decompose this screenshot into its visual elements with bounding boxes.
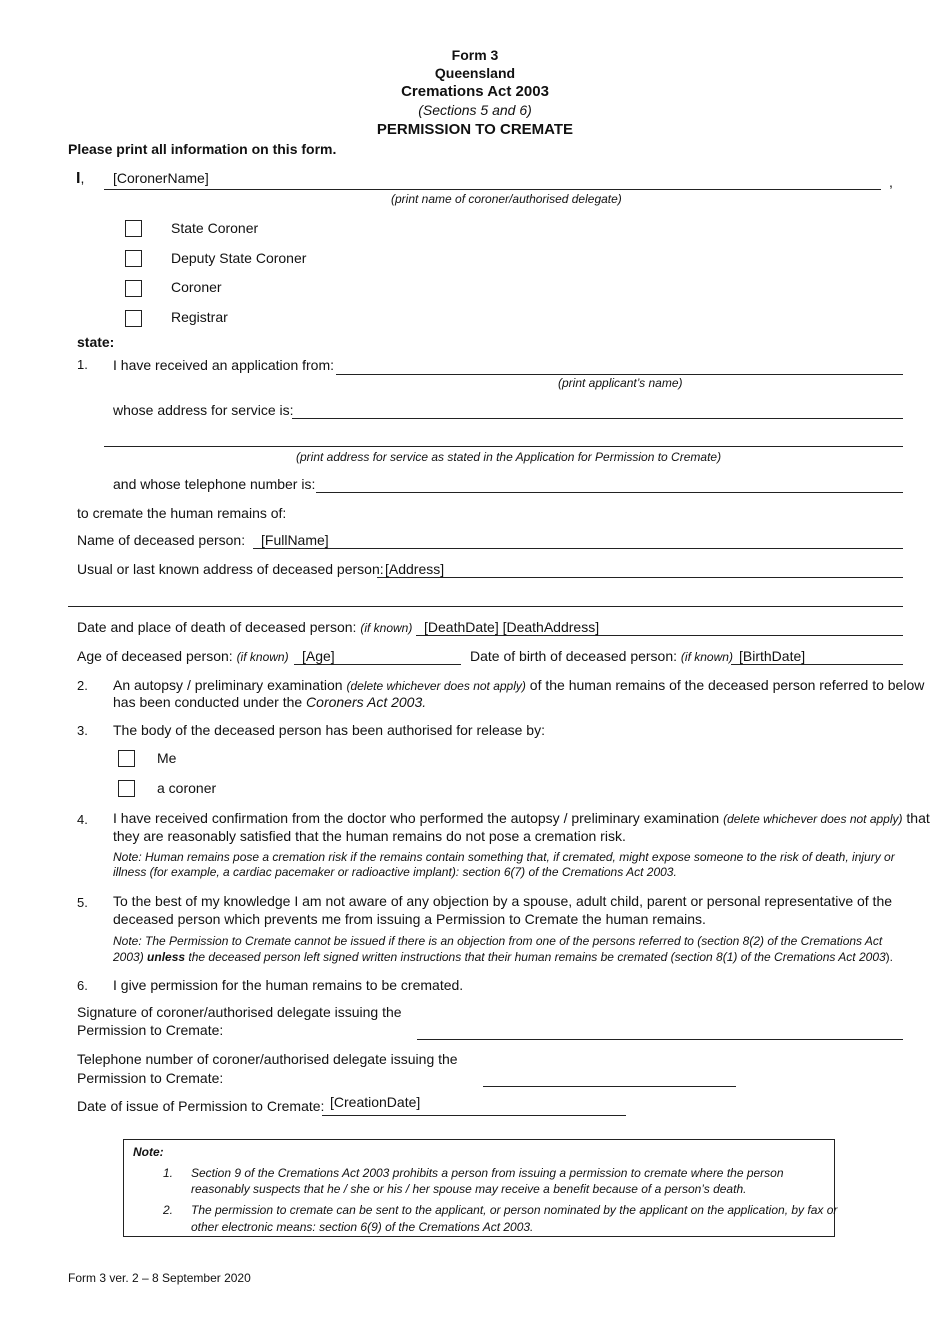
i-label: I, <box>76 170 85 187</box>
coroner-name-field[interactable]: [CoronerName] <box>113 170 209 186</box>
coroner-label: Coroner <box>171 279 222 295</box>
applicant-name-field[interactable] <box>336 374 903 375</box>
note-item1-line1: Section 9 of the Cremations Act 2003 prohibits a person from issuing a permission to cremate where the person <box>191 1166 784 1180</box>
death-field[interactable]: [DeathDate] [DeathAddress] <box>424 619 600 635</box>
address-service-hint: (print address for service as stated in the Application for Permission to Cremate) <box>296 450 722 464</box>
state-name: Queensland <box>434 65 516 81</box>
coroner-name-hint: (print name of coroner/authorised delegate) <box>391 192 622 206</box>
footer-version: Form 3 ver. 2 – 8 September 2020 <box>68 1271 251 1285</box>
delegate-phone-label-line2: Permission to Cremate: <box>77 1070 224 1086</box>
item4-note-line2: illness (for example, a cardiac pacemaker or radioactive implant): section 6(7) of the Cremations Act 2003. <box>113 865 677 879</box>
age-line <box>294 664 461 665</box>
deceased-address-field[interactable]: [Address] <box>385 561 445 577</box>
coroner-checkbox[interactable] <box>125 280 142 297</box>
address-service-label: whose address for service is: <box>113 402 294 418</box>
death-label: Date and place of death of deceased person: (if known) <box>77 619 413 635</box>
note-item1-number: 1. <box>163 1166 174 1180</box>
state-label: state: <box>77 334 115 350</box>
item4-line2: they are reasonably satisfied that the human remains do not pose a cremation risk. <box>113 828 626 844</box>
item6-text: I give permission for the human remains to be cremated. <box>113 977 464 993</box>
item3-text: The body of the deceased person has been authorised for release by: <box>113 722 545 738</box>
item4-number: 4. <box>77 812 88 827</box>
item5-note-line1: Note: The Permission to Cremate cannot be issued if there is an objection from one of the persons referred to (section 8(2) of the Cremations Act <box>113 934 883 948</box>
address-service-field-line2[interactable] <box>104 446 903 447</box>
age-field[interactable]: [Age] <box>302 648 335 664</box>
dob-line <box>731 664 903 665</box>
dob-label: Date of birth of deceased person: (if known) <box>470 648 733 664</box>
item4-line1: I have received confirmation from the doctor who performed the autopsy / preliminary examination (delete whichever does not apply) that <box>113 810 930 826</box>
note-item2-number: 2. <box>163 1203 174 1217</box>
phone-field[interactable] <box>316 492 903 493</box>
release-me-label: Me <box>157 750 177 766</box>
issue-date-line <box>322 1115 626 1116</box>
deputy-state-coroner-checkbox[interactable] <box>125 250 142 267</box>
note-item2-line1: The permission to cremate can be sent to the applicant, or person nominated by the applicant on the application, by fax or <box>191 1203 838 1217</box>
signature-label-line1: Signature of coroner/authorised delegate issuing the <box>77 1004 402 1020</box>
issue-date-label: Date of issue of Permission to Cremate: <box>77 1098 325 1114</box>
item1-label: I have received an application from: <box>113 357 335 373</box>
registrar-label: Registrar <box>171 309 228 325</box>
item4-note-line1: Note: Human remains pose a cremation risk if the remains contain something that, if cremated, might expose someone to the risk of death, injury or <box>113 850 895 864</box>
sections-ref: (Sections 5 and 6) <box>418 102 532 118</box>
deceased-name-label: Name of deceased person: <box>77 532 246 548</box>
item5-line1: To the best of my knowledge I am not aware of any objection by a spouse, adult child, parent or personal representative of the <box>113 893 893 909</box>
item5-note-line2: 2003) unless the deceased person left signed written instructions that their human remains be cremated (section 8(1) of the Cremations Act 2003). <box>113 950 894 964</box>
dob-field[interactable]: [BirthDate] <box>739 648 806 664</box>
death-line <box>416 635 903 636</box>
signature-label-line2: Permission to Cremate: <box>77 1022 224 1038</box>
issue-date-field[interactable]: [CreationDate] <box>330 1094 421 1110</box>
signature-field[interactable] <box>417 1039 903 1040</box>
delegate-phone-label-line1: Telephone number of coroner/authorised delegate issuing the <box>77 1051 458 1067</box>
deceased-address-line <box>377 577 903 578</box>
deceased-address-line2[interactable] <box>68 606 903 607</box>
state-coroner-label: State Coroner <box>171 220 259 236</box>
item6-number: 6. <box>77 978 88 993</box>
act-name: Cremations Act 2003 <box>401 83 549 100</box>
page-title: PERMISSION TO CREMATE <box>376 121 574 138</box>
item2-number: 2. <box>77 678 88 693</box>
note-item2-line2: other electronic means: section 6(9) of the Cremations Act 2003. <box>191 1220 534 1234</box>
instruction-text: Please print all information on this form. <box>68 141 337 157</box>
address-service-field[interactable] <box>292 418 903 419</box>
trailing-comma: , <box>889 174 893 190</box>
phone-label: and whose telephone number is: <box>113 476 316 492</box>
registrar-checkbox[interactable] <box>125 310 142 327</box>
item1-number: 1. <box>77 357 88 372</box>
deceased-address-label: Usual or last known address of deceased person: <box>77 561 384 577</box>
applicant-name-hint: (print applicant’s name) <box>558 376 683 390</box>
note-item1-line2: reasonably suspects that he / she or his / her spouse may receive a benefit because of a person’s death. <box>191 1182 747 1196</box>
cremate-intro: to cremate the human remains of: <box>77 505 287 521</box>
note-title: Note: <box>133 1145 164 1159</box>
age-label: Age of deceased person: (if known) <box>77 648 289 664</box>
release-me-checkbox[interactable] <box>118 750 135 767</box>
delegate-phone-field[interactable] <box>483 1086 736 1087</box>
item5-number: 5. <box>77 895 88 910</box>
item2-line1: An autopsy / preliminary examination (delete whichever does not apply) of the human remains of the deceased person referred to below <box>113 677 925 693</box>
deceased-name-field[interactable]: [FullName] <box>261 532 329 548</box>
state-coroner-checkbox[interactable] <box>125 220 142 237</box>
coroner-name-line <box>104 189 881 190</box>
release-coroner-label: a coroner <box>157 780 217 796</box>
form-number: Form 3 <box>451 47 499 63</box>
item2-line2: has been conducted under the Coroners Act 2003. <box>113 694 427 710</box>
release-coroner-checkbox[interactable] <box>118 780 135 797</box>
item3-number: 3. <box>77 723 88 738</box>
item5-line2: deceased person which prevents me from issuing a Permission to Cremate the human remains. <box>113 911 706 927</box>
deceased-name-line <box>253 548 903 549</box>
deputy-state-coroner-label: Deputy State Coroner <box>171 250 307 266</box>
